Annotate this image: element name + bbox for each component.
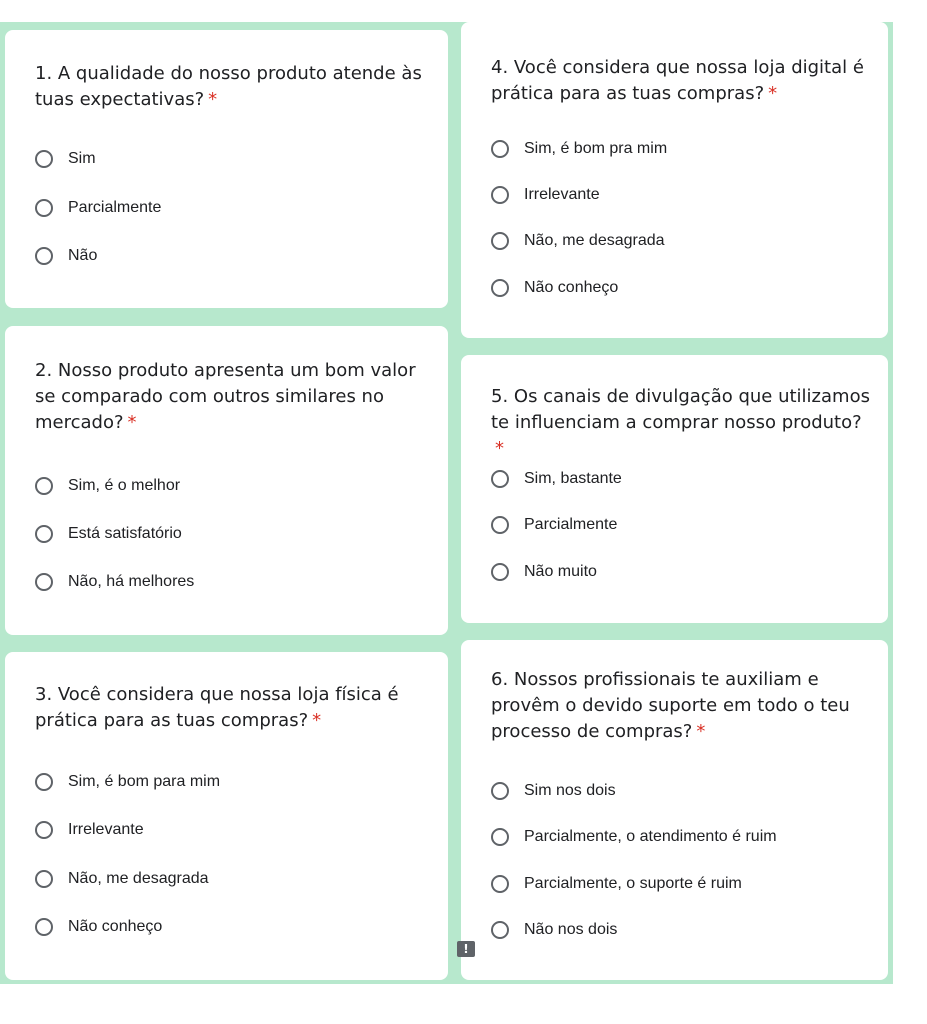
- option-label: Parcialmente: [524, 516, 618, 533]
- option-label: Sim, é bom pra mim: [524, 140, 668, 157]
- radio-circle-icon[interactable]: [491, 186, 509, 204]
- radio-circle-icon[interactable]: [35, 821, 53, 839]
- question-title: 2. Nosso produto apresenta um bom valor se comparado com outros similares no mercado? *: [35, 360, 416, 433]
- radio-circle-icon[interactable]: [35, 573, 53, 591]
- radio-option[interactable]: [491, 229, 665, 253]
- question-title: 5. Os canais de divulgação que utilizamos te influenciam a comprar nosso produto?*: [491, 386, 870, 459]
- radio-option[interactable]: [35, 570, 194, 594]
- option-label: Irrelevante: [68, 821, 144, 838]
- radio-option[interactable]: [491, 825, 777, 849]
- required-asterisk: *: [495, 438, 504, 459]
- radio-circle-icon[interactable]: [35, 199, 53, 217]
- option-label: Sim, é bom para mim: [68, 773, 221, 790]
- required-asterisk: *: [768, 83, 778, 104]
- option-label: Parcialmente, o atendimento é ruim: [524, 828, 777, 845]
- option-label: Sim nos dois: [524, 782, 616, 799]
- question-card-6: [461, 640, 888, 980]
- radio-option[interactable]: [491, 467, 622, 491]
- option-label: Não conheço: [524, 279, 619, 296]
- radio-circle-icon[interactable]: [491, 232, 509, 250]
- question-card-4: [461, 22, 888, 338]
- radio-circle-icon[interactable]: [35, 773, 53, 791]
- option-label: Não, há melhores: [68, 573, 195, 590]
- radio-option[interactable]: [35, 867, 209, 891]
- option-label: Sim, bastante: [524, 470, 622, 487]
- radio-option[interactable]: [35, 770, 220, 794]
- radio-circle-icon[interactable]: [491, 828, 509, 846]
- required-asterisk: *: [208, 89, 218, 110]
- radio-option[interactable]: [491, 918, 617, 942]
- radio-option[interactable]: [35, 818, 144, 842]
- alert-flag-icon[interactable]: !: [457, 941, 475, 957]
- radio-circle-icon[interactable]: [491, 279, 509, 297]
- required-asterisk: *: [127, 412, 137, 433]
- radio-option[interactable]: [35, 244, 97, 268]
- radio-option[interactable]: [491, 513, 617, 537]
- required-asterisk: *: [696, 721, 706, 742]
- radio-circle-icon[interactable]: [35, 870, 53, 888]
- question-title: 4. Você considera que nossa loja digital é prática para as tuas compras? *: [491, 57, 864, 104]
- radio-option[interactable]: [35, 522, 182, 546]
- radio-circle-icon[interactable]: [491, 470, 509, 488]
- required-asterisk: *: [312, 710, 322, 731]
- radio-circle-icon[interactable]: [491, 782, 509, 800]
- radio-option[interactable]: [491, 779, 616, 803]
- radio-option[interactable]: [35, 474, 180, 498]
- question-card-3: [5, 652, 448, 980]
- radio-circle-icon[interactable]: [35, 247, 53, 265]
- option-label: Está satisfatório: [68, 525, 182, 542]
- option-label: Não muito: [524, 563, 597, 580]
- option-label: Não, me desagrada: [68, 870, 209, 887]
- radio-circle-icon[interactable]: [491, 875, 509, 893]
- option-label: Não: [68, 247, 98, 264]
- radio-option[interactable]: [491, 872, 742, 896]
- radio-circle-icon[interactable]: [35, 477, 53, 495]
- question-card-1: [5, 30, 448, 308]
- radio-circle-icon[interactable]: [35, 525, 53, 543]
- option-label: Não conheço: [68, 918, 163, 935]
- question-title: 6. Nossos profissionais te auxiliam e provêm o devido suporte em todo o teu processo de compras? *: [491, 669, 850, 742]
- radio-option[interactable]: [491, 276, 618, 300]
- option-label: Sim: [68, 150, 96, 167]
- radio-circle-icon[interactable]: [491, 516, 509, 534]
- radio-option[interactable]: [491, 183, 600, 207]
- radio-circle-icon[interactable]: [491, 921, 509, 939]
- option-label: Sim, é o melhor: [68, 477, 181, 494]
- option-label: Não, me desagrada: [524, 232, 665, 249]
- option-label: Não nos dois: [524, 921, 618, 938]
- radio-option[interactable]: [491, 137, 667, 161]
- option-label: Irrelevante: [524, 186, 600, 203]
- radio-option[interactable]: [35, 915, 162, 939]
- radio-circle-icon[interactable]: [491, 563, 509, 581]
- radio-option[interactable]: [491, 560, 597, 584]
- radio-circle-icon[interactable]: [491, 140, 509, 158]
- option-label: Parcialmente: [68, 199, 162, 216]
- radio-option[interactable]: [35, 196, 161, 220]
- question-title: 1. A qualidade do nosso produto atende às tuas expectativas? *: [35, 63, 422, 110]
- radio-circle-icon[interactable]: [35, 150, 53, 168]
- radio-circle-icon[interactable]: [35, 918, 53, 936]
- question-card-5: [461, 355, 888, 623]
- question-card-2: [5, 326, 448, 635]
- option-label: Parcialmente, o suporte é ruim: [524, 875, 742, 892]
- question-title: 3. Você considera que nossa loja física é prática para as tuas compras? *: [35, 684, 399, 731]
- radio-option[interactable]: [35, 147, 96, 171]
